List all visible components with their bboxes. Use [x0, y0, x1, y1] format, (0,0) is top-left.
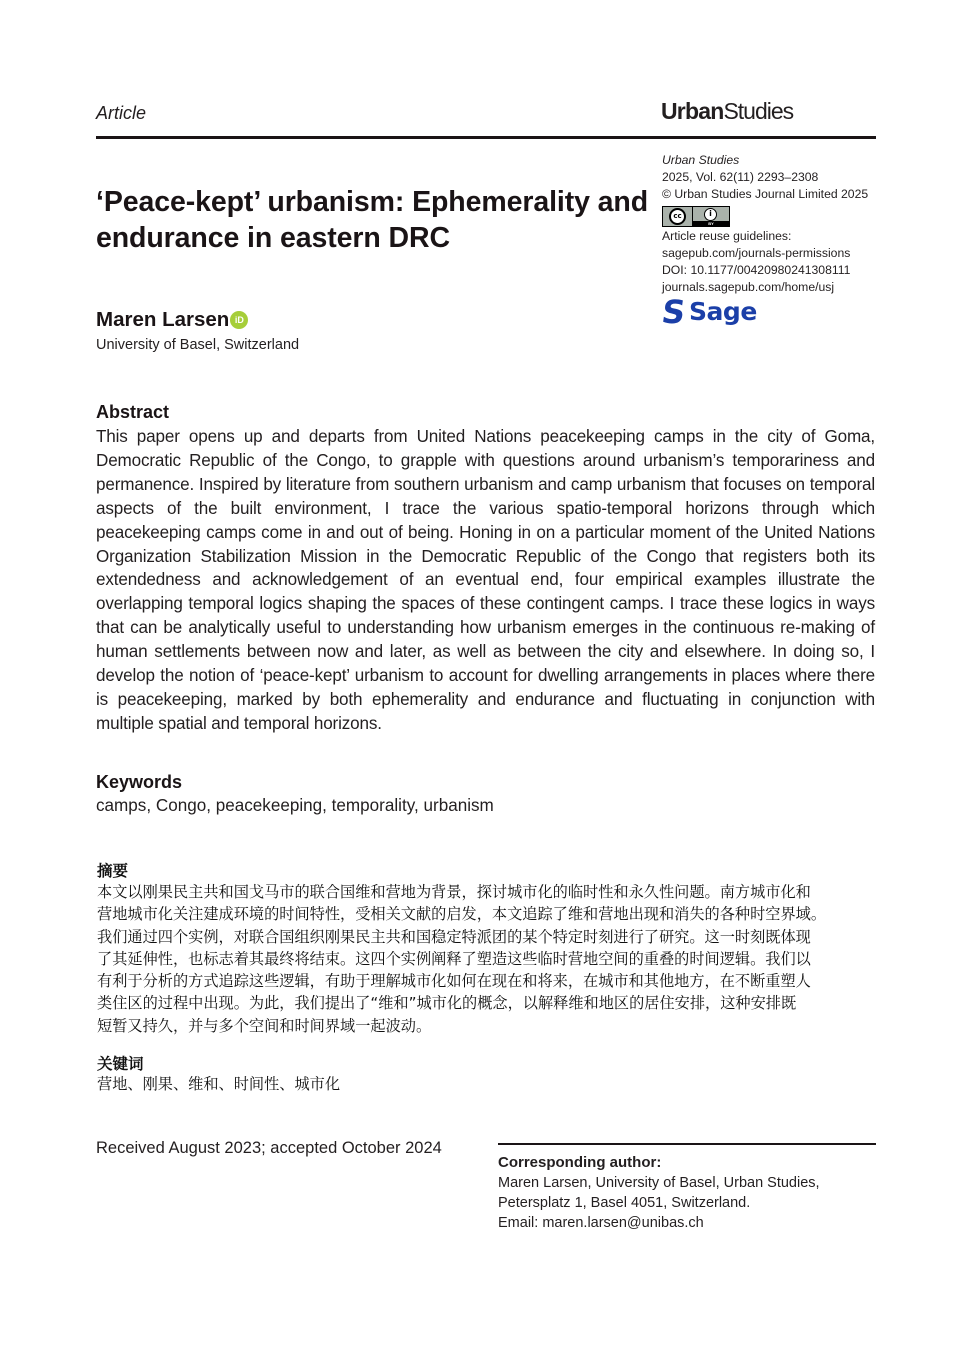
cc-by-license-icon[interactable] [662, 206, 730, 227]
received-dates: Received August 2023; accepted October 2024 [96, 1139, 442, 1157]
doi[interactable]: DOI: 10.1177/00420980241308111 [662, 263, 851, 278]
chinese-abstract-text [97, 881, 887, 1037]
corresponding-rule [498, 1143, 876, 1145]
journal-logo-light: Studies [723, 98, 794, 124]
sage-wordmark: Sage [689, 297, 757, 327]
chinese-abstract-line: 类住区的过程中出现。为此，我们提出了“维和”城市化的概念，以解释维和地区的居住安排，这种安排既 [97, 994, 797, 1013]
chinese-keywords-text: 营地、刚果、维和、时间性、城市化 [97, 1075, 340, 1093]
abstract-heading: Abstract [96, 402, 170, 422]
corresponding-address-line2: Petersplatz 1, Basel 4051, Switzerland. [498, 1195, 751, 1211]
attribution-person-icon: i [704, 208, 717, 221]
article-title: ‘Peace-kept’ urbanism: Ephemerality and endurance in eastern DRC [96, 186, 649, 254]
reuse-label: Article reuse guidelines: [662, 228, 792, 243]
chinese-abstract-line: 我们通过四个实例，对联合国组织刚果民主共和国稳定特派团的某个特定时刻进行了研究。这一时刻既体现 [97, 927, 811, 946]
meta-journal: Urban Studies [662, 153, 740, 167]
keywords-heading: Keywords [96, 772, 183, 792]
by-section [693, 207, 729, 226]
chinese-abstract-line: 短暂又持久，并与多个空间和时间界域一起波动。 [97, 1016, 432, 1035]
corresponding-author-block [498, 1153, 878, 1233]
corresponding-email[interactable]: Email: maren.larsen@unibas.ch [498, 1215, 704, 1231]
article-type-label: Article [96, 103, 147, 123]
reuse-link[interactable]: sagepub.com/journals-permissions [662, 245, 851, 260]
author-name: Maren Larsen [96, 308, 230, 331]
chinese-abstract-heading: 摘要 [97, 862, 129, 880]
keywords-text: camps, Congo, peacekeeping, temporality, urbanism [96, 796, 494, 815]
orcid-icon[interactable]: iD [230, 311, 248, 329]
sage-s-icon: S [659, 293, 688, 332]
chinese-abstract-line: 有利于分析的方式追踪这些逻辑，有助于理解城市化如何在现在和将来，在城市和其他地方，在不断重塑人 [97, 972, 811, 991]
journal-link[interactable]: journals.sagepub.com/home/usj [662, 280, 835, 295]
abstract-text: This paper opens up and departs from United Nations peacekeeping camps in the city of Goma, Democratic Republic of the Congo, to grapple with questions around urbanism’s temporariness and permanence. Inspired by literature from southern urbanism and camp urbanism that focuses on temporal aspects of the built environment, I trace the various spatio-temporal horizons through which peacekeeping camps come in and out of being. Honing in on a particular moment of the United Nations Organization Stabilization Mission in the Democratic Republic of the Congo that registers both its extendedness and acknowledgement of an eventual end, four empirical examples illustrate the overlapping temporal logics shaping the spaces of these contingent camps. I trace these logics in ways that can be analytically useful to understanding how urbanism emerges in the continuous re-making of human settlements between now and later, as well as between the city and elsewhere. In doing so, I develop the notion of ‘peace-kept’ urbanism to account for dwelling arrangements in places where there is peacekeeping, marked by both ephemerality and endurance and fluctuating in conjunction with multiple spatial and temporal horizons. [96, 427, 875, 733]
chinese-abstract-line: 本文以刚果民主共和国戈马市的联合国维和营地为背景，探讨城市化的临时性和永久性问题。南方城市化和 [97, 883, 811, 901]
journal-logo-bold: Urban [661, 98, 724, 124]
corresponding-address-line1: Maren Larsen, University of Basel, Urban Studies, [498, 1175, 820, 1191]
journal-logo [661, 98, 793, 125]
chinese-abstract-line: 营地城市化关注建成环境的时间特性，受相关文献的启发，本文追踪了维和营地出现和消失的各种时空界域。 [97, 905, 826, 924]
sage-logo [659, 293, 892, 332]
by-label: BY [693, 221, 729, 226]
author-line [96, 308, 248, 332]
chinese-abstract-line: 了其延伸性，也标志着其最终将结束。这四个实例阐释了塑造这些临时营地空间的重叠的时间逻辑。我们以 [97, 949, 811, 968]
author-affiliation: University of Basel, Switzerland [96, 337, 300, 353]
corresponding-author-label: Corresponding author: [498, 1154, 662, 1171]
cc-icon: cc [669, 208, 686, 225]
meta-copyright: © Urban Studies Journal Limited 2025 [662, 187, 869, 202]
cc-section [663, 207, 693, 226]
meta-volume: 2025, Vol. 62(11) 2293–2308 [662, 170, 819, 185]
publication-meta [659, 152, 892, 332]
header-rule [96, 136, 876, 139]
chinese-keywords-heading: 关键词 [97, 1055, 144, 1073]
